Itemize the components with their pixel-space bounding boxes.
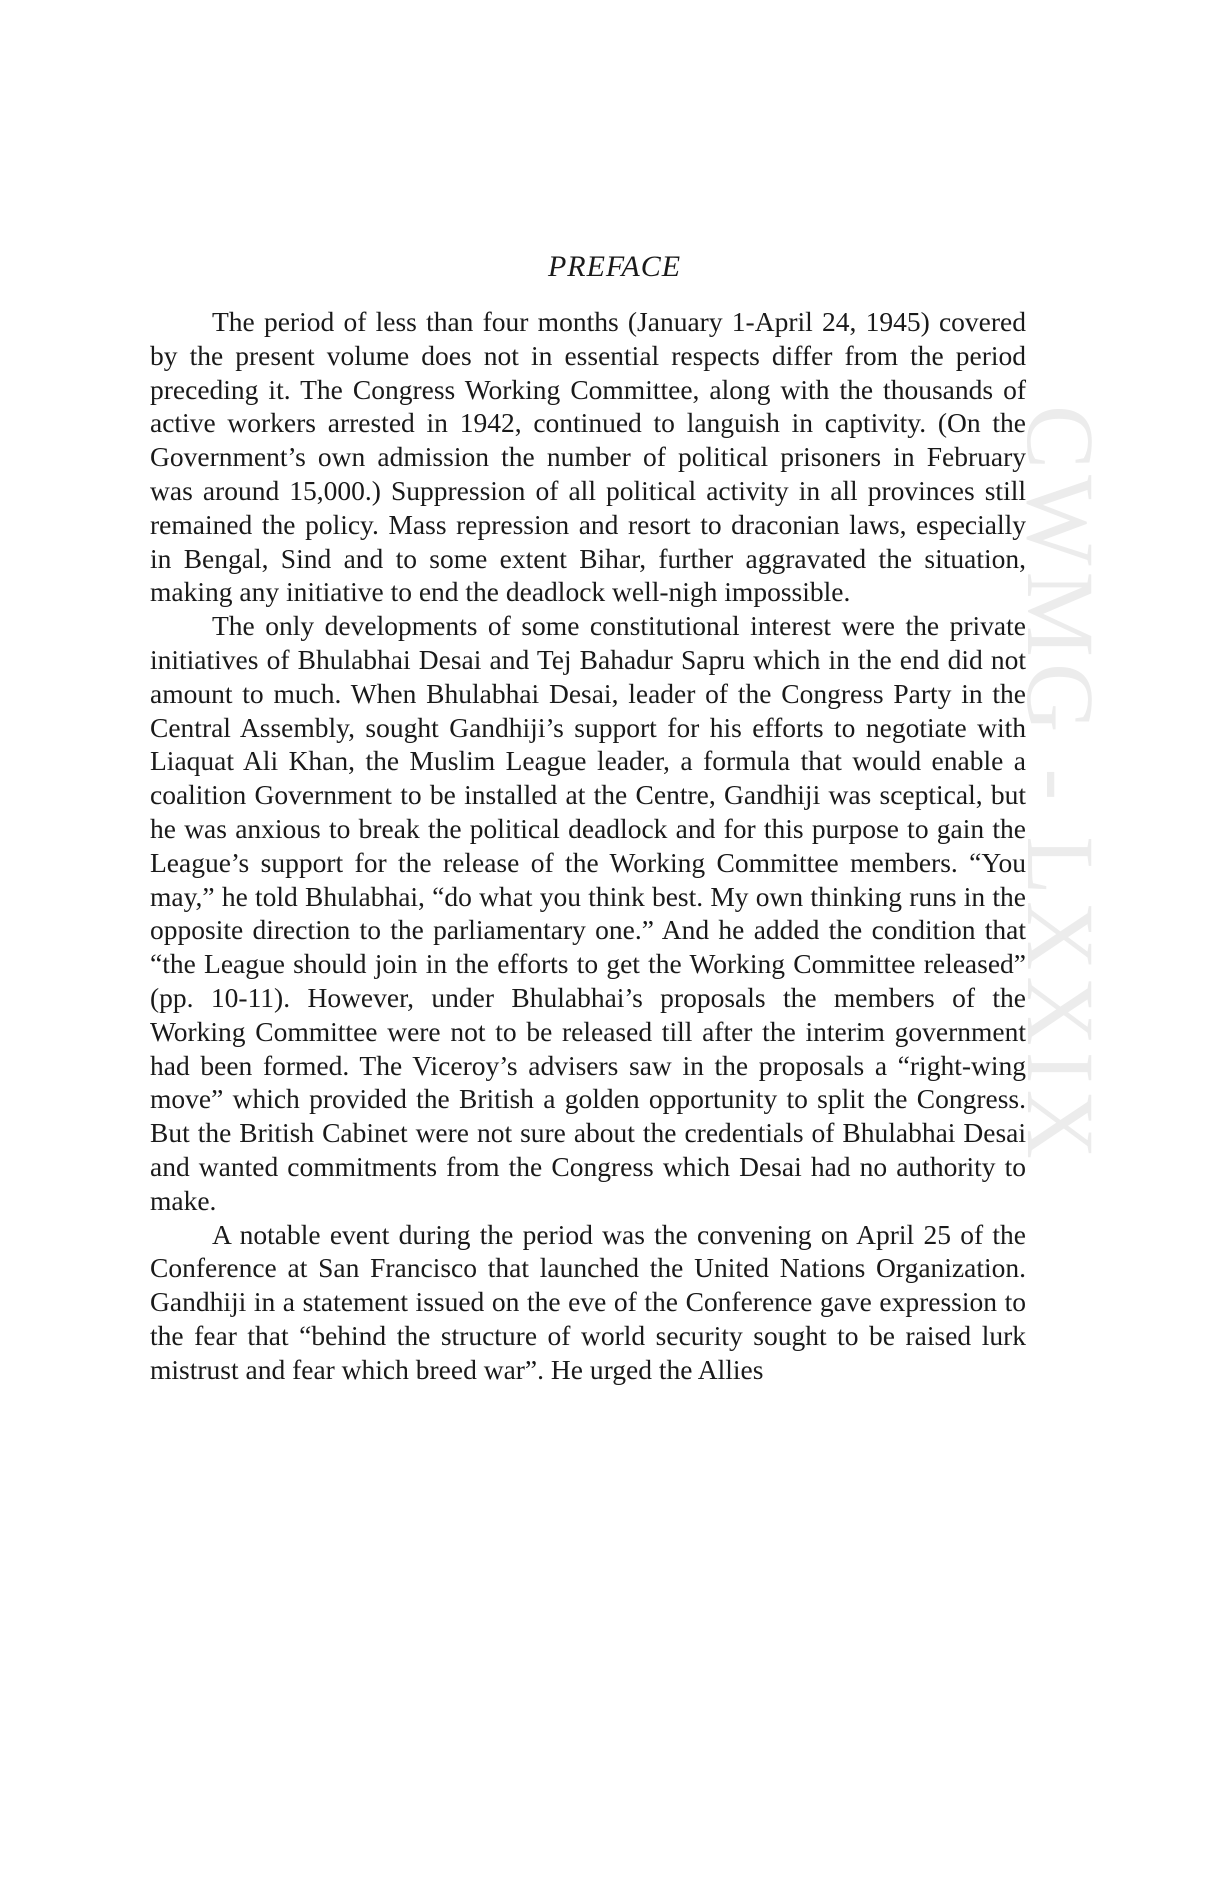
page-title: PREFACE <box>547 250 682 283</box>
watermark <box>1007 405 1120 1485</box>
paragraph: The only developments of some constitutional interest were the private initiatives of Bhulabhai Desai and Tej Bahadur Sapru which in the end did not amount to much. When Bhulabhai Desai, leader of the Congress Party in the Central Assembly, sought Gandhiji’s support for his efforts to negotiate with Liaquat Ali Khan, the Muslim League leader, a formula that would enable a coalition Government to be installed at the Centre, Gandhiji was sceptical, but he was anxious to break the political deadlock and for this purpose to gain the League’s support for the release of the Working Committee members. “You may,” he told Bhulabhai, “do what you think best. My own thinking runs in the opposite direction to the parliamentary one.” And he added the condition that “the League should join in the efforts to get the Working Committee released” (pp. 10-11). However, under Bhulabhai’s proposals the members of the Working Committee were not to be released till after the interim government had been formed. The Viceroy’s advisers saw in the proposals a “right-wing move” which provided the British a golden opportunity to split the Congress. But the British Cabinet were not sure about the credentials of Bhulabhai Desai and wanted commitments from the Congress which Desai had no authority to make. <box>150 610 1026 1216</box>
paragraph: A notable event during the period was the convening on April 25 of the Conference at San Francisco that launched the United Nations Organization. Gandhiji in a statement issued on the eve of the Conference gave expression to the fear that “behind the structure of world security sought to be raised lurk mistrust and fear which breed war”. He urged the Allies <box>150 1218 1026 1385</box>
paragraph: The period of less than four months (January 1-April 24, 1945) covered by the present volume does not in essential respects differ from the period preceding it. The Congress Working Committee, along with the thousands of active workers arrested in 1942, continued to languish in captivity. (On the Government’s own admission the number of political prisoners in February was around 15,000.) Suppression of all political activity in all provinces still remained the policy. Mass repression and resort to draconian laws, especially in Bengal, Sind and to some extent Bihar, further aggravated the situation, making any initiative to end the deadlock well-nigh impossible. <box>150 306 1026 608</box>
watermark-text: CWMG - LXXIX <box>1007 405 1114 1165</box>
watermark-graphic <box>1007 405 1120 1485</box>
preface-body <box>150 305 1026 1387</box>
